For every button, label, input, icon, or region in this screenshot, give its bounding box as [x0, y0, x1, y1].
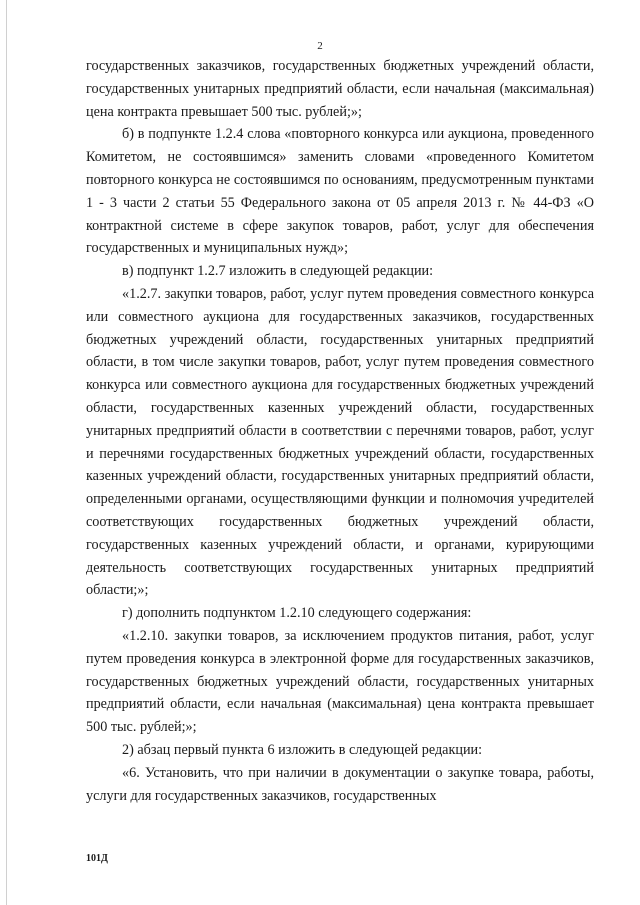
paragraph-subitem-g: г) дополнить подпунктом 1.2.10 следующего содержания:	[122, 605, 472, 622]
paragraph-clause-1-2-10: «1.2.10. закупки товаров, за исключением продуктов питания, работ, услуг путем проведения конкурса в электронной форме для государственных заказчиков, государственных бюджетных учреждений области, государственных унитарных предприятий области, если начальная (максимальная) цена контракта превышает 500 тыс. рублей;»;	[86, 627, 594, 736]
paragraph-subitem-b: б) в подпункте 1.2.4 слова «повторного конкурса или аукциона, проведенного Комитетом, не состоявшимся» заменить словами «проведенного Комитетом повторного конкурса не состоявшимся по основаниям, предусмотренным пунктами 1 - 3 части 2 статьи 55 Федерального закона от 05 апреля 2013 г. № 44-ФЗ «О контрактной системе в сфере закупок товаров, работ, услуг для обеспечения государственных и муниципальных нужд»;	[86, 126, 594, 257]
paragraph-continuation: государственных заказчиков, государственных бюджетных учреждений области, государственных унитарных предприятий области, если начальная (максимальная) цена контракта превышает 500 тыс. рублей;»;	[86, 58, 594, 120]
paragraph-clause-1-2-7: «1.2.7. закупки товаров, работ, услуг путем проведения совместного конкурса или совместного аукциона для государственных заказчиков, государственных бюджетных учреждений области, государственных унитарных предприятий области, в том числе закупки товаров, работ, услуг путем проведения совместного конкурса или совместного аукциона для государственных бюджетных учреждений области, государственных казенных учреждений области, государственных унитарных предприятий области в соответствии с перечнями товаров, работ, услуг и перечнями государственных бюджетных учреждений области, государственных казенных учреждений области, государственных унитарных предприятий области, определенными органами, осуществляющими функции и полномочия учредителей соответствующих государственных бюджетных учреждений области, государственных казенных учреждений области, и органами, курирующими деятельность соответствующих государственных унитарных предприятий области;»;	[86, 285, 594, 599]
paragraph-clause-6: «6. Установить, что при наличии в документации о закупке товара, работы, услуги для государственных заказчиков, государственных	[86, 764, 594, 804]
paragraph-subitem-v: в) подпункт 1.2.7 изложить в следующей редакции:	[122, 263, 434, 280]
page-edge-line	[6, 0, 7, 905]
document-body	[86, 55, 594, 807]
document-code: 101Д	[86, 853, 108, 864]
page-number: 2	[317, 40, 323, 52]
paragraph-item-2: 2) абзац первый пункта 6 изложить в следующей редакции:	[122, 741, 483, 758]
